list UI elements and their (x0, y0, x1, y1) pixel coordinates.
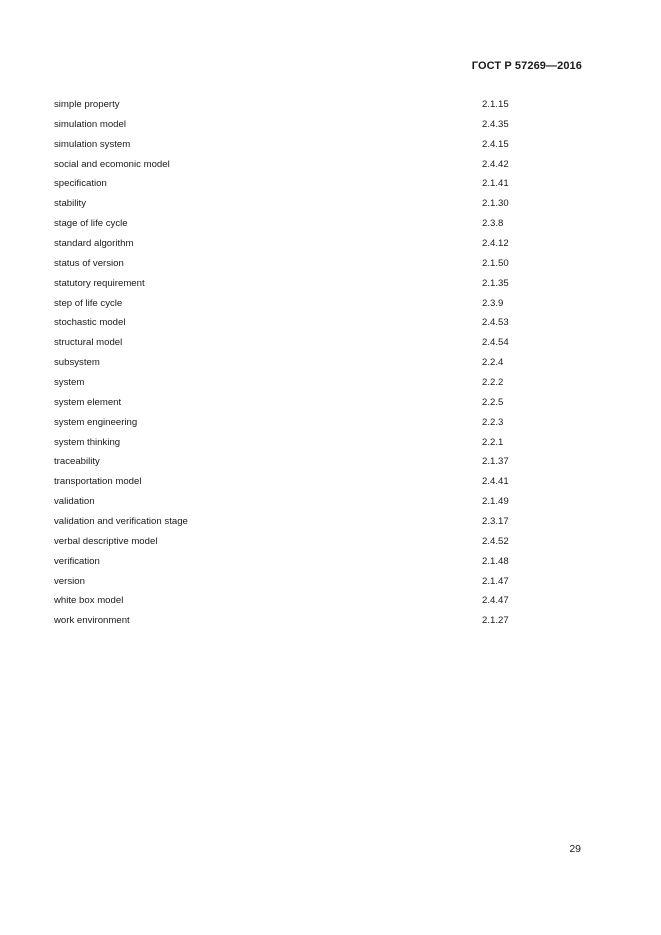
page-number: 29 (569, 843, 581, 855)
index-reference: 2.1.15 (482, 99, 509, 110)
index-entry (54, 513, 574, 533)
index-term: validation (54, 496, 95, 508)
index-term: stochastic model (54, 317, 126, 329)
index-term: system element (54, 396, 122, 408)
index-reference: 2.3.8 (482, 218, 504, 230)
index-entry (54, 136, 574, 156)
index-entry (54, 175, 574, 195)
index-term: structural model (54, 337, 123, 349)
index-reference: 2.2.5 (482, 396, 504, 408)
index-term: white box model (54, 595, 124, 607)
index-entry (54, 573, 574, 593)
index-reference: 2.1.47 (482, 575, 509, 587)
index-entry (54, 414, 574, 434)
index-entry (54, 96, 574, 116)
index-term: simple property (54, 99, 120, 110)
index-reference: 2.2.1 (482, 436, 504, 448)
index-reference: 2.4.53 (482, 317, 509, 329)
index-term: version (54, 575, 85, 587)
index-reference: 2.4.54 (482, 337, 509, 349)
index-entry (54, 394, 574, 414)
index-reference: 2.1.48 (482, 555, 509, 567)
index-term: status of version (54, 257, 124, 269)
index-term: verbal descriptive model (54, 535, 158, 547)
index-reference: 2.1.41 (482, 178, 509, 190)
index-term: simulation system (54, 138, 131, 150)
index-entry (54, 354, 574, 374)
index-term: stage of life cycle (54, 218, 128, 230)
index-entry (54, 334, 574, 354)
index-entry (54, 116, 574, 136)
index-entry (54, 255, 574, 275)
index-entry (54, 612, 574, 632)
index-reference: 2.2.3 (482, 416, 504, 428)
index-term: statutory requirement (54, 277, 145, 289)
index-reference: 2.1.49 (482, 496, 509, 508)
index-reference: 2.4.12 (482, 238, 509, 250)
index-term: transportation model (54, 476, 142, 488)
index-reference: 2.3.17 (482, 516, 509, 528)
index-reference: 2.4.42 (482, 158, 509, 170)
index-reference: 2.1.50 (482, 257, 509, 269)
index-entry (54, 453, 574, 473)
term-index-list (54, 96, 574, 632)
index-entry (54, 295, 574, 315)
index-term: simulation model (54, 118, 126, 130)
index-reference: 2.1.35 (482, 277, 509, 289)
index-entry (54, 553, 574, 573)
index-term: subsystem (54, 357, 100, 369)
index-entry (54, 275, 574, 295)
index-term: validation and verification stage (54, 516, 188, 528)
index-entry (54, 374, 574, 394)
index-term: system engineering (54, 416, 138, 428)
index-term: system thinking (54, 436, 121, 448)
index-reference: 2.1.27 (482, 615, 509, 627)
index-reference: 2.4.15 (482, 138, 509, 150)
index-reference: 2.1.30 (482, 198, 509, 210)
index-entry (54, 156, 574, 176)
index-entry (54, 215, 574, 235)
index-term: specification (54, 178, 107, 190)
index-term: stability (54, 198, 86, 210)
index-term: work environment (54, 615, 130, 627)
index-reference: 2.2.2 (482, 377, 504, 389)
index-entry (54, 473, 574, 493)
index-entry (54, 195, 574, 215)
index-entry (54, 235, 574, 255)
standard-header: ГОСТ Р 57269—2016 (471, 60, 582, 72)
index-entry (54, 434, 574, 454)
index-term: standard algorithm (54, 238, 134, 250)
index-entry (54, 533, 574, 553)
index-term: social and ecomonic model (54, 158, 170, 170)
index-reference: 2.4.35 (482, 118, 509, 130)
index-term: traceability (54, 456, 100, 468)
index-term: system (54, 377, 85, 389)
index-reference: 2.2.4 (482, 357, 504, 369)
index-term: step of life cycle (54, 297, 123, 309)
index-reference: 2.1.37 (482, 456, 509, 468)
index-reference: 2.3.9 (482, 297, 504, 309)
index-reference: 2.4.52 (482, 535, 509, 547)
index-entry (54, 493, 574, 513)
index-term: verification (54, 555, 100, 567)
index-entry (54, 314, 574, 334)
index-reference: 2.4.47 (482, 595, 509, 607)
index-reference: 2.4.41 (482, 476, 509, 488)
index-entry (54, 592, 574, 612)
